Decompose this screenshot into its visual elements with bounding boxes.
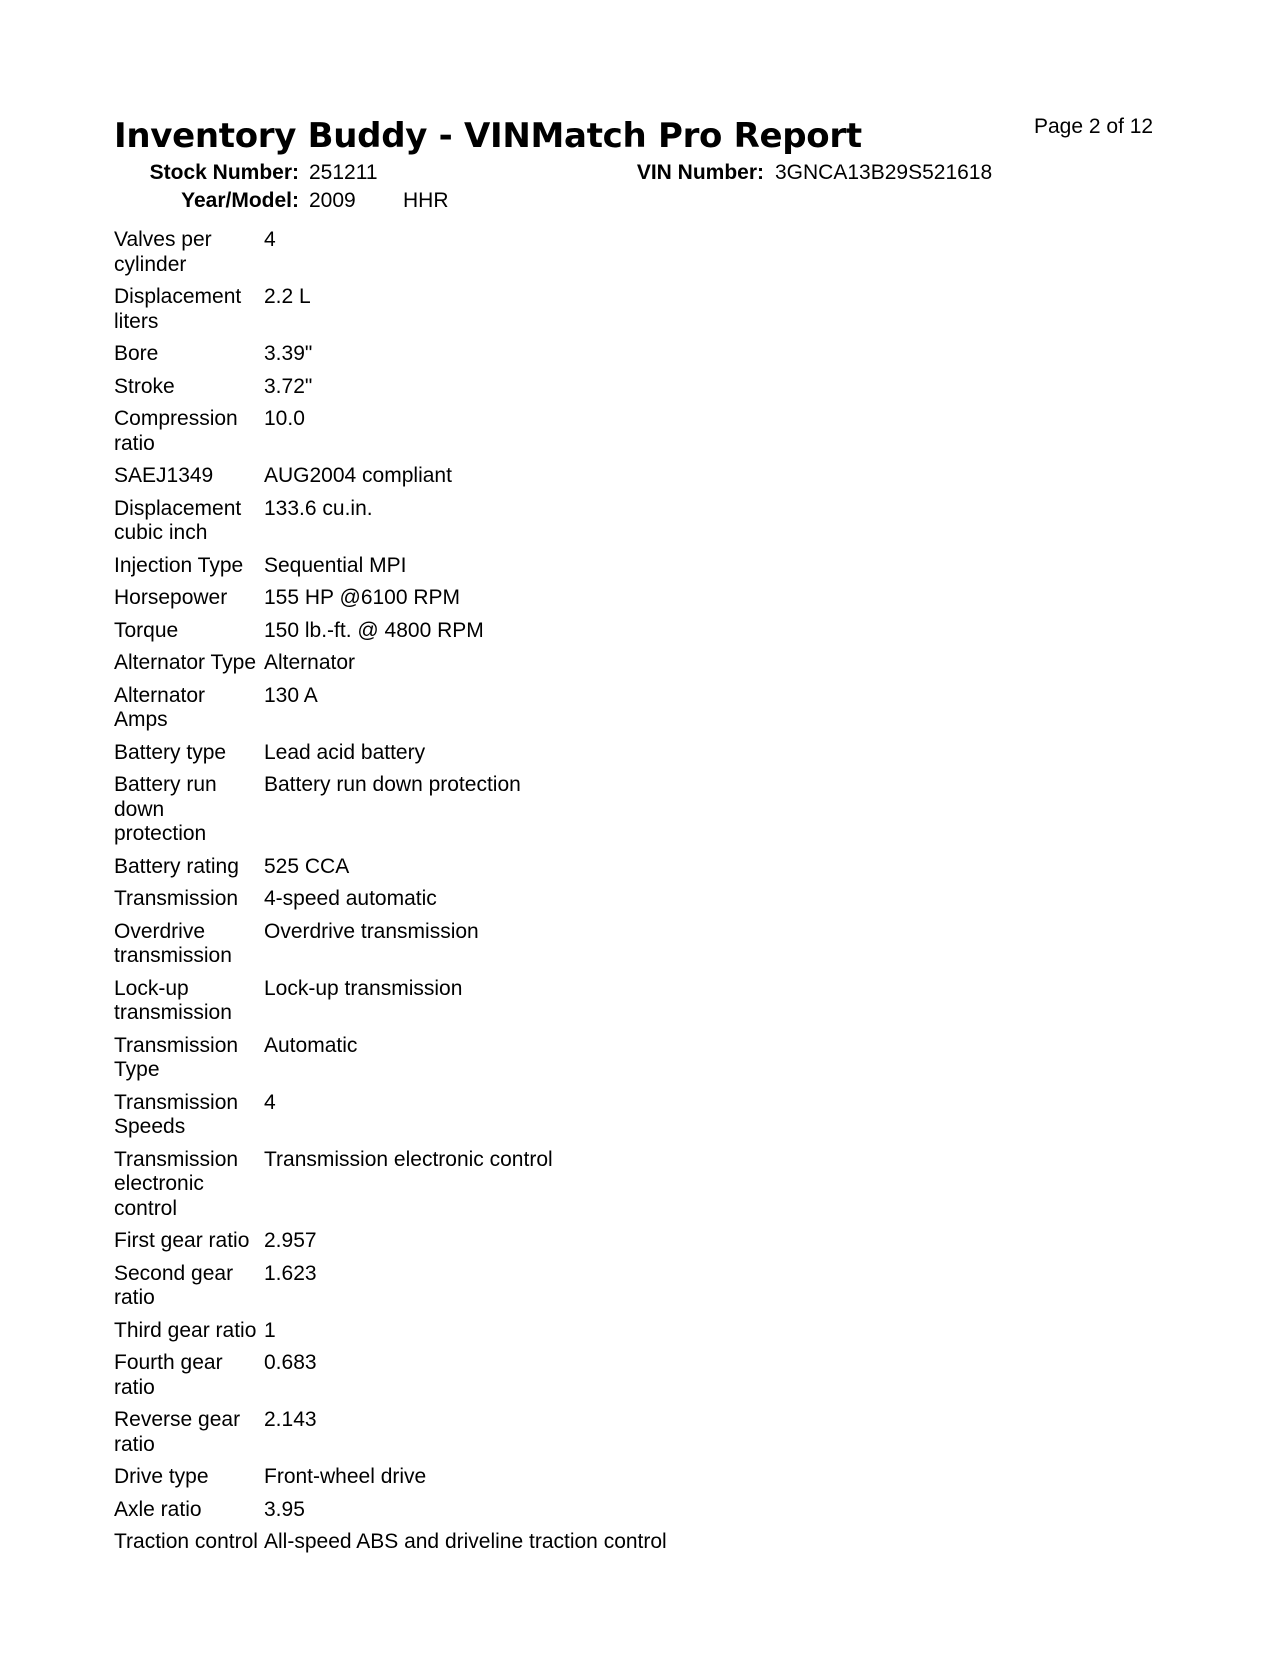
spec-label: Alternator Amps [114,683,206,731]
spec-row [114,1498,667,1531]
page-number: Page 2 of 12 [1034,115,1154,138]
spec-row [114,1530,667,1563]
spec-value: Automatic [264,1033,358,1057]
spec-value: 2.143 [264,1408,317,1431]
vin-number-label: VIN Number: [636,161,764,184]
spec-label: Second gear ratio [114,1261,234,1309]
spec-label: SAEJ1349 [114,464,214,487]
spec-value: 4 [264,228,276,251]
report-title: Inventory Buddy - VINMatch Pro Report [114,116,862,156]
spec-row [114,977,667,1034]
spec-value: Alternator [264,651,356,674]
spec-row [114,887,667,920]
spec-value: 3.39" [264,342,313,365]
spec-label: Displacement cubic inch [114,496,242,544]
model-value: HHR [403,189,449,212]
spec-label: Traction control [114,1530,258,1553]
spec-row [114,651,667,684]
spec-label: Transmission Type [114,1033,239,1081]
spec-value: 0.683 [264,1351,317,1374]
spec-label: Third gear ratio [114,1318,257,1342]
spec-row [114,464,667,497]
year-value: 2009 [309,189,356,212]
spec-row [114,773,667,855]
spec-value: Lock-up transmission [264,976,463,1000]
spec-value: 133.6 cu.in. [264,496,373,520]
vin-number-value: 3GNCA13B29S521618 [775,161,993,184]
spec-label: Reverse gear ratio [114,1408,241,1456]
spec-label: Alternator Type [114,651,257,674]
spec-row [114,407,667,464]
spec-value: 150 lb.-ft. @ 4800 RPM [264,618,484,642]
spec-value: 4 [264,1090,276,1114]
spec-label: Transmission electronic control [114,1147,239,1220]
spec-row [114,1091,667,1148]
spec-value: 2.957 [264,1229,317,1252]
spec-value: 3.95 [264,1497,305,1521]
spec-row [114,1319,667,1352]
spec-label: Drive type [114,1465,209,1488]
spec-value: 3.72" [264,374,313,398]
spec-label: Axle ratio [114,1497,202,1521]
spec-value: Lead acid battery [264,740,426,764]
year-model-label: Year/Model: [181,189,299,212]
spec-label: Transmission Speeds [114,1090,239,1138]
spec-row [114,1408,667,1465]
spec-row [114,920,667,977]
spec-row [114,1351,667,1408]
spec-label: Stroke [114,374,175,398]
spec-row [114,285,667,342]
spec-row [114,1465,667,1498]
spec-row [114,619,667,652]
spec-value: Front-wheel drive [264,1465,427,1488]
spec-row [114,554,667,587]
spec-row [114,228,667,285]
spec-value: Transmission electronic control [264,1147,553,1171]
spec-label: Fourth gear ratio [114,1351,223,1399]
spec-row [114,741,667,774]
spec-row [114,342,667,375]
spec-label: Horsepower [114,586,228,609]
spec-label: Torque [114,618,179,642]
spec-label: Displacement liters [114,285,242,333]
stock-number-label: Stock Number: [149,161,299,184]
spec-row [114,1148,667,1230]
spec-label: Transmission [114,887,239,910]
spec-value: AUG2004 compliant [264,464,452,487]
spec-label: Battery run down protection [114,773,217,845]
spec-label: Battery rating [114,854,239,878]
spec-label: Bore [114,342,159,365]
spec-table [114,228,667,1563]
spec-row [114,1034,667,1091]
spec-table-body [114,228,667,1563]
spec-row [114,375,667,408]
spec-row [114,586,667,619]
spec-value: 10.0 [264,407,305,430]
spec-label: Battery type [114,740,227,764]
spec-label: Lock-up transmission [114,976,232,1024]
spec-value: 1 [264,1318,276,1342]
spec-value: 130 A [264,683,318,707]
spec-label: Compression ratio [114,407,238,455]
spec-value: 4-speed automatic [264,887,437,910]
spec-row [114,684,667,741]
spec-row [114,1262,667,1319]
spec-value: All-speed ABS and driveline traction control [264,1530,667,1553]
spec-label: First gear ratio [114,1229,250,1252]
spec-value: Battery run down protection [264,773,521,796]
spec-row [114,1229,667,1262]
spec-label: Valves per cylinder [114,228,212,276]
spec-value: 2.2 L [264,285,311,308]
spec-value: 1.623 [264,1261,317,1285]
spec-row [114,497,667,554]
stock-number-value: 251211 [309,161,378,184]
spec-value: 525 CCA [264,854,350,878]
spec-label: Injection Type [114,553,244,577]
spec-value: Overdrive transmission [264,919,479,943]
spec-value: 155 HP @6100 RPM [264,586,461,609]
spec-row [114,855,667,888]
spec-label: Overdrive transmission [114,919,232,967]
spec-value: Sequential MPI [264,553,407,577]
